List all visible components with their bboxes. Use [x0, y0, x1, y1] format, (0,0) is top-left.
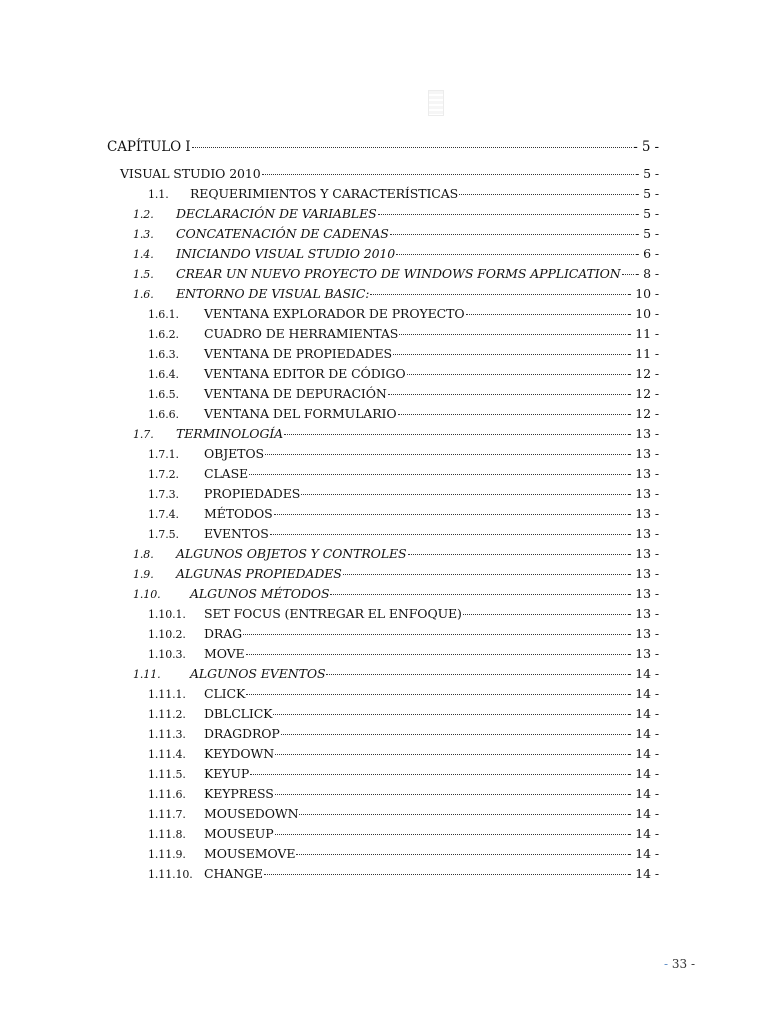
- toc-entry-page: - 13 -: [627, 486, 659, 501]
- toc-entry-number: 1.11.1.: [148, 688, 186, 701]
- toc-entry-page: - 13 -: [627, 646, 659, 661]
- toc-entry-title: KEYPRESS: [204, 786, 274, 801]
- toc-entry-number: 1.11.6.: [148, 788, 186, 801]
- toc-entry-page: - 14 -: [627, 806, 659, 821]
- toc-entry-title: CHANGE: [204, 866, 263, 881]
- dot-leader: [463, 614, 626, 615]
- toc-entry-number: 1.6.6.: [148, 408, 179, 421]
- dot-leader: [274, 514, 627, 515]
- dot-leader: [466, 314, 627, 315]
- toc-entry-page: - 12 -: [627, 406, 659, 421]
- dot-leader: [408, 554, 627, 555]
- toc-entry-number: 1.10.: [133, 588, 161, 601]
- toc-entry-page: - 13 -: [627, 586, 659, 601]
- dot-leader: [459, 194, 634, 195]
- dot-leader: [265, 454, 626, 455]
- dot-leader: [388, 394, 627, 395]
- toc-entry-page: - 5 -: [635, 186, 659, 201]
- toc-entry-number: 1.11.3.: [148, 728, 186, 741]
- toc-entry-title: ALGUNAS PROPIEDADES: [176, 566, 342, 581]
- dot-leader: [301, 494, 626, 495]
- toc-entry-number: 1.7.2.: [148, 468, 179, 481]
- toc-entry[interactable]: [148, 364, 659, 384]
- dot-leader: [299, 814, 626, 815]
- toc-entry-page: - 13 -: [627, 466, 659, 481]
- toc-entry-number: 1.8.: [133, 548, 154, 561]
- toc-entry-number: 1.6.: [133, 288, 154, 301]
- page-number-value: 33 -: [671, 957, 695, 971]
- dot-leader: [370, 294, 626, 295]
- toc-entry-number: 1.10.2.: [148, 628, 186, 641]
- toc-entry-title: ENTORNO DE VISUAL BASIC:: [176, 286, 370, 301]
- dot-leader: [407, 374, 627, 375]
- toc-entry-number: 1.7.3.: [148, 488, 179, 501]
- toc-entry-number: 1.6.5.: [148, 388, 179, 401]
- toc-entry[interactable]: [148, 444, 659, 464]
- toc-entry[interactable]: [133, 204, 659, 224]
- dot-leader: [343, 574, 627, 575]
- toc-entry-number: 1.1.: [148, 188, 169, 201]
- dot-leader: [275, 794, 627, 795]
- toc-entry-page: - 5 -: [635, 166, 659, 181]
- toc-entry-page: - 13 -: [627, 606, 659, 621]
- toc-entry[interactable]: [148, 864, 659, 884]
- toc-entry[interactable]: [148, 404, 659, 424]
- toc-entry[interactable]: [148, 824, 659, 844]
- dot-leader: [330, 594, 626, 595]
- toc-entry[interactable]: [133, 584, 659, 604]
- toc-entry-page: - 14 -: [627, 746, 659, 761]
- toc-entry[interactable]: [148, 844, 659, 864]
- toc-entry[interactable]: [148, 764, 659, 784]
- toc-entry[interactable]: [148, 524, 659, 544]
- toc-entry-number: 1.3.: [133, 228, 154, 241]
- toc-entry-title: CLASE: [204, 466, 249, 481]
- toc-entry-number: 1.2.: [133, 208, 154, 221]
- toc-entry-title: DRAGDROP: [204, 726, 280, 741]
- toc-entry[interactable]: [133, 664, 659, 684]
- toc-entry[interactable]: [133, 544, 659, 564]
- toc-entry-title: REQUERIMIENTOS Y CARACTERÍSTICAS: [190, 186, 459, 201]
- dot-leader: [398, 414, 627, 415]
- toc-entry-page: - 13 -: [627, 526, 659, 541]
- toc-entry-number: 1.6.3.: [148, 348, 179, 361]
- dot-leader: [390, 234, 634, 235]
- toc-entry-title: TERMINOLOGÍA: [176, 426, 284, 441]
- toc-entry-page: - 12 -: [627, 386, 659, 401]
- toc-entry-page: - 14 -: [627, 766, 659, 781]
- dot-leader: [284, 434, 626, 435]
- toc-entry[interactable]: [148, 724, 659, 744]
- dot-leader: [275, 834, 627, 835]
- toc-entry-page: - 13 -: [627, 426, 659, 441]
- toc-entry-page: - 13 -: [627, 566, 659, 581]
- toc-entry-title: INICIANDO VISUAL STUDIO 2010: [176, 246, 396, 261]
- toc-entry-title: VENTANA DEL FORMULARIO: [204, 406, 397, 421]
- toc-entry-number: 1.7.1.: [148, 448, 179, 461]
- toc-entry-title: VISUAL STUDIO 2010: [120, 166, 261, 181]
- toc-entry-number: 1.11.2.: [148, 708, 186, 721]
- toc-entry[interactable]: [148, 304, 659, 324]
- toc-entry-number: 1.4.: [133, 248, 154, 261]
- toc-entry[interactable]: [133, 264, 659, 284]
- toc-entry-page: - 11 -: [627, 326, 659, 341]
- toc-entry-page: - 13 -: [627, 506, 659, 521]
- dot-leader: [399, 334, 626, 335]
- toc-entry-number: 1.6.2.: [148, 328, 179, 341]
- toc-entry-title: ALGUNOS EVENTOS: [190, 666, 326, 681]
- toc-entry-title: MOUSEMOVE: [204, 846, 296, 861]
- toc-entry-number: 1.7.5.: [148, 528, 179, 541]
- toc-entry[interactable]: [133, 564, 659, 584]
- toc-entry-number: 1.11.5.: [148, 768, 186, 781]
- toc-entry-title: PROPIEDADES: [204, 486, 301, 501]
- toc-entry-number: 1.11.: [133, 668, 161, 681]
- toc-entry-title: SET FOCUS (ENTREGAR EL ENFOQUE): [204, 606, 462, 621]
- dot-leader: [246, 654, 627, 655]
- toc-entry-page: - 14 -: [627, 706, 659, 721]
- toc-entry-number: 1.7.: [133, 428, 154, 441]
- toc-entry-page: - 14 -: [627, 786, 659, 801]
- toc-entry[interactable]: [148, 684, 659, 704]
- dot-leader: [622, 274, 635, 275]
- toc-entry[interactable]: [107, 137, 659, 157]
- toc-entry[interactable]: [133, 224, 659, 244]
- toc-entry[interactable]: [133, 244, 659, 264]
- toc-entry[interactable]: [148, 324, 659, 344]
- toc-entry[interactable]: [148, 784, 659, 804]
- dot-leader: [281, 734, 627, 735]
- dot-leader: [192, 147, 633, 148]
- toc-entry[interactable]: [148, 344, 659, 364]
- dot-leader: [296, 854, 626, 855]
- toc-entry[interactable]: [148, 464, 659, 484]
- dot-leader: [326, 674, 626, 675]
- toc-entry-page: - 14 -: [627, 826, 659, 841]
- toc-entry-number: 1.10.3.: [148, 648, 186, 661]
- toc-entry-title: VENTANA EDITOR DE CÓDIGO: [204, 366, 406, 381]
- toc-entry-number: 1.11.8.: [148, 828, 186, 841]
- document-icon: [428, 90, 444, 116]
- toc-entry-page: - 8 -: [635, 266, 659, 281]
- toc-entry-title: OBJETOS: [204, 446, 265, 461]
- dot-leader: [273, 714, 626, 715]
- toc-entry-title: MOVE: [204, 646, 245, 661]
- dot-leader: [246, 694, 626, 695]
- page-number-prefix: -: [663, 957, 669, 971]
- toc-entry-number: 1.11.7.: [148, 808, 186, 821]
- toc-entry-title: KEYUP: [204, 766, 250, 781]
- toc-entry[interactable]: [148, 804, 659, 824]
- toc-entry-page: - 14 -: [627, 666, 659, 681]
- dot-leader: [262, 174, 635, 175]
- toc-entry-title: ALGUNOS OBJETOS Y CONTROLES: [176, 546, 407, 561]
- toc-entry-number: 1.11.10.: [148, 868, 193, 881]
- toc-entry-title: VENTANA EXPLORADOR DE PROYECTO: [204, 306, 465, 321]
- toc-entry[interactable]: [148, 744, 659, 764]
- toc-entry-page: - 14 -: [627, 866, 659, 881]
- dot-leader: [378, 214, 635, 215]
- toc-entry-title: DBLCLICK: [204, 706, 273, 721]
- toc-entry-number: 1.6.4.: [148, 368, 179, 381]
- toc-entry-title: DECLARACIÓN DE VARIABLES: [176, 206, 377, 221]
- toc-entry-title: CAPÍTULO I: [107, 139, 191, 155]
- toc-entry-title: DRAG: [204, 626, 243, 641]
- toc-entry[interactable]: [133, 424, 659, 444]
- toc-entry-page: - 14 -: [627, 846, 659, 861]
- dot-leader: [250, 774, 626, 775]
- toc-entry-number: 1.11.4.: [148, 748, 186, 761]
- toc-entry-number: 1.10.1.: [148, 608, 186, 621]
- dot-leader: [243, 634, 626, 635]
- toc-entry-page: - 13 -: [627, 546, 659, 561]
- toc-entry-number: 1.5.: [133, 268, 154, 281]
- toc-entry[interactable]: [148, 604, 659, 624]
- toc-entry-title: CONCATENACIÓN DE CADENAS: [176, 226, 389, 241]
- toc-entry-number: 1.9.: [133, 568, 154, 581]
- toc-entry[interactable]: [148, 704, 659, 724]
- toc-entry-title: MOUSEDOWN: [204, 806, 299, 821]
- toc-entry[interactable]: [148, 484, 659, 504]
- toc-entry[interactable]: [148, 504, 659, 524]
- toc-entry-title: MÉTODOS: [204, 506, 273, 521]
- toc-entry-page: - 13 -: [627, 446, 659, 461]
- dot-leader: [396, 254, 634, 255]
- toc-entry-number: 1.6.1.: [148, 308, 179, 321]
- toc-entry-page: - 6 -: [635, 246, 659, 261]
- toc-entry-title: EVENTOS: [204, 526, 269, 541]
- page-number: [664, 957, 695, 971]
- toc-entry-title: CREAR UN NUEVO PROYECTO DE WINDOWS FORMS APPLICATION: [176, 266, 621, 281]
- toc-entry-page: - 10 -: [627, 286, 659, 301]
- dot-leader: [275, 754, 626, 755]
- toc-entry-page: - 14 -: [627, 726, 659, 741]
- toc-entry-title: CLICK: [204, 686, 246, 701]
- toc-entry[interactable]: [148, 624, 659, 644]
- toc-entry-title: ALGUNOS MÉTODOS: [190, 586, 330, 601]
- toc-entry[interactable]: [120, 164, 659, 184]
- dot-leader: [264, 874, 626, 875]
- toc-entry-page: - 12 -: [627, 366, 659, 381]
- toc-entry-number: 1.7.4.: [148, 508, 179, 521]
- toc-entry[interactable]: [133, 284, 659, 304]
- toc-entry-title: MOUSEUP: [204, 826, 274, 841]
- toc-entry-page: - 11 -: [627, 346, 659, 361]
- toc-entry-page: - 13 -: [627, 626, 659, 641]
- dot-leader: [270, 534, 627, 535]
- toc-entry-page: - 5 -: [633, 139, 659, 155]
- toc-entry-title: VENTANA DE PROPIEDADES: [204, 346, 392, 361]
- toc-entry-page: - 5 -: [635, 226, 659, 241]
- toc-entry-title: CUADRO DE HERRAMIENTAS: [204, 326, 399, 341]
- toc-entry-title: KEYDOWN: [204, 746, 275, 761]
- toc-entry-number: 1.11.9.: [148, 848, 186, 861]
- toc-entry[interactable]: [148, 184, 659, 204]
- dot-leader: [393, 354, 626, 355]
- dot-leader: [249, 474, 626, 475]
- toc-entry[interactable]: [148, 384, 659, 404]
- toc-entry-page: - 14 -: [627, 686, 659, 701]
- toc-entry-title: VENTANA DE DEPURACIÓN: [204, 386, 387, 401]
- toc-entry-page: - 10 -: [627, 306, 659, 321]
- toc-entry[interactable]: [148, 644, 659, 664]
- toc-entry-page: - 5 -: [635, 206, 659, 221]
